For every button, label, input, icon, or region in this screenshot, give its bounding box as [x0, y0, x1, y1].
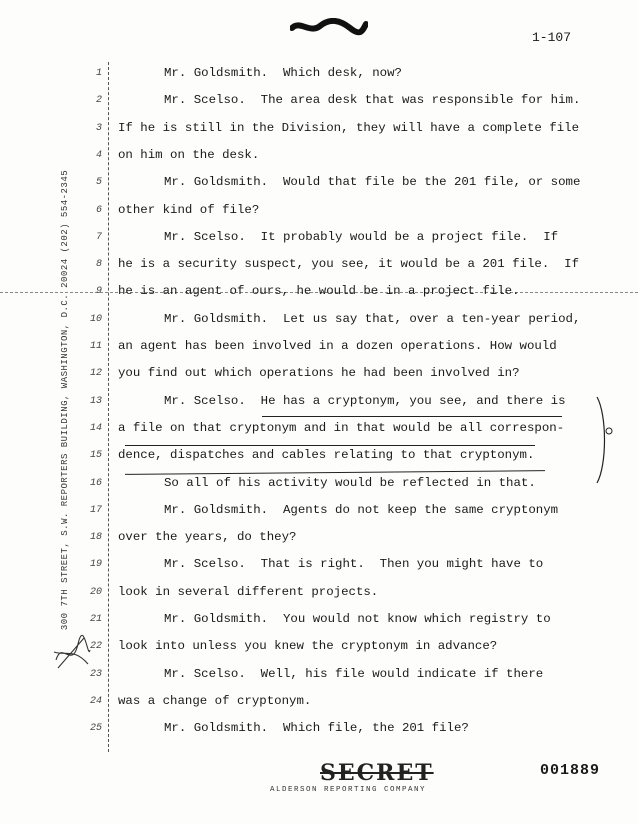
line-number: 10	[89, 313, 102, 325]
transcript-line	[0, 337, 638, 359]
line-number: 6	[95, 204, 102, 216]
line-text: he is a security suspect, you see, it would be a 201 file. If	[118, 257, 580, 272]
transcript-line	[0, 528, 638, 550]
line-number: 18	[89, 532, 102, 544]
line-number: 3	[95, 122, 102, 134]
line-text: Mr. Goldsmith. You would not know which registry to	[164, 612, 551, 626]
line-text: Mr. Goldsmith. Which file, the 201 file?	[164, 721, 469, 736]
line-text: you find out which operations he had been involved in?	[118, 366, 520, 381]
line-text: was a change of cryptonym.	[118, 693, 312, 708]
line-text: Mr. Scelso. He has a cryptonym, you see, and there is	[164, 393, 566, 408]
transcript-line	[0, 610, 638, 632]
transcript-line	[0, 474, 638, 496]
transcript-line	[0, 146, 638, 168]
transcript-line	[0, 665, 638, 687]
side-imprint-text: 300 7TH STREET, S.W. REPORTERS BUILDING, WASHINGTON, D.C. 20024 (202) 554-2345	[60, 169, 70, 631]
line-text: a file on that cryptonym and in that would be all correspon-	[118, 420, 565, 435]
transcript-line	[0, 282, 638, 304]
line-number: 4	[95, 149, 102, 161]
transcript-line	[0, 91, 638, 113]
line-number: 19	[89, 559, 102, 571]
transcript-line	[0, 119, 638, 141]
line-number: 14	[89, 422, 102, 434]
handwritten-underline	[262, 416, 562, 417]
margin-bracket	[595, 395, 615, 485]
line-number: 7	[95, 231, 102, 243]
transcript-line	[0, 228, 638, 250]
line-text: over the years, do they?	[118, 530, 297, 545]
transcript-line	[0, 583, 638, 605]
line-text: So all of his activity would be reflected in that.	[164, 475, 536, 490]
transcript-line	[0, 64, 638, 86]
line-number: 21	[89, 614, 102, 625]
handwritten-underline	[125, 445, 535, 446]
line-text: look in several different projects.	[118, 584, 379, 599]
transcript-line	[0, 501, 638, 523]
line-text: Mr. Goldsmith. Which desk, now?	[164, 66, 402, 80]
line-text: on him on the desk.	[118, 147, 260, 162]
line-number: 8	[95, 259, 102, 271]
line-text: an agent has been involved in a dozen operations. How would	[118, 339, 557, 353]
line-number: 17	[89, 504, 102, 516]
line-number: 15	[89, 450, 102, 462]
transcript-line	[0, 555, 638, 577]
line-number: 22	[89, 641, 102, 653]
classification-stamp: SECRET	[320, 760, 434, 786]
transcript-line	[0, 692, 638, 714]
line-text: he is an agent of ours, he would be in a project file.	[118, 284, 520, 299]
transcript-line	[0, 446, 638, 468]
line-text: other kind of file?	[118, 202, 260, 217]
page-number: 1-107	[532, 30, 572, 45]
line-number: 11	[89, 341, 102, 352]
line-text: Mr. Goldsmith. Let us say that, over a ten-year period,	[164, 311, 581, 326]
line-text: If he is still in the Division, they will have a complete file	[118, 120, 580, 135]
line-text: dence, dispatches and cables relating to that cryptonym.	[118, 448, 535, 463]
line-number: 25	[89, 723, 102, 735]
line-number: 23	[89, 668, 102, 680]
reporter-footer: ALDERSON REPORTING COMPANY	[270, 786, 427, 794]
transcript-line	[0, 173, 638, 195]
transcript-line	[0, 310, 638, 332]
transcript-line	[0, 719, 638, 741]
line-text: Mr. Scelso. Well, his file would indicate if there	[164, 666, 544, 681]
transcript-line	[0, 255, 638, 277]
transcript-line	[0, 201, 638, 223]
transcript-line	[0, 392, 638, 414]
line-text: Mr. Scelso. It probably would be a project file. If	[164, 229, 559, 244]
line-text: Mr. Goldsmith. Agents do not keep the same cryptonym	[164, 502, 559, 517]
document-id: 001889	[540, 762, 601, 779]
line-number: 12	[89, 368, 102, 380]
transcript-line	[0, 637, 638, 659]
transcript-line	[0, 364, 638, 386]
line-text: Mr. Scelso. The area desk that was responsible for him.	[164, 93, 581, 108]
handwritten-mark	[48, 630, 94, 676]
line-number: 2	[95, 95, 102, 107]
line-number: 5	[95, 177, 102, 189]
line-text: Mr. Goldsmith. Would that file be the 201 file, or some	[164, 175, 581, 190]
transcript-line	[0, 419, 638, 441]
line-number: 1	[95, 68, 102, 79]
line-number: 13	[89, 395, 102, 407]
line-number: 9	[95, 286, 102, 298]
redaction-mark	[290, 18, 368, 36]
line-text: look into unless you knew the cryptonym in advance?	[118, 639, 498, 654]
line-number: 20	[89, 586, 102, 598]
line-number: 16	[89, 477, 102, 489]
line-text: Mr. Scelso. That is right. Then you might have to	[164, 557, 544, 572]
line-number: 24	[89, 695, 102, 707]
